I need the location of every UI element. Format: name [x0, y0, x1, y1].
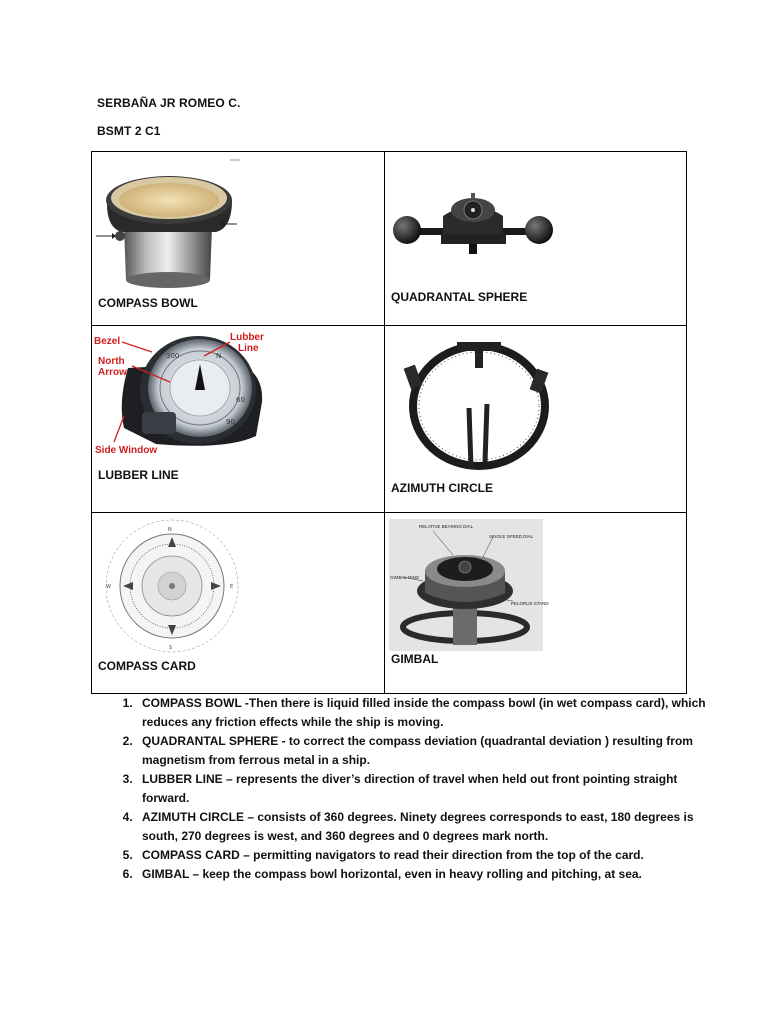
label-quadrantal-sphere: QUADRANTAL SPHERE	[391, 290, 528, 304]
callout-bezel: Bezel	[94, 336, 121, 347]
cell-quadrantal-sphere	[385, 152, 687, 326]
definitions-list	[98, 694, 716, 884]
callout-lubber: Lubber	[230, 332, 264, 343]
svg-text:300: 300	[166, 352, 180, 360]
callout-relative-bearing: RELATIVE BEARING DIAL	[419, 524, 474, 529]
svg-text:W: W	[106, 584, 111, 590]
label-gimbal: GIMBAL	[391, 652, 439, 666]
svg-text:S: S	[169, 645, 173, 651]
label-azimuth-circle: AZIMUTH CIRCLE	[391, 481, 493, 495]
label-lubber-line: LUBBER LINE	[98, 468, 179, 482]
cell-lubber-line	[92, 326, 385, 513]
callout-pelorus-stand: PELORUS STAND	[511, 601, 549, 606]
callout-arrows	[92, 326, 292, 466]
definition-item: 2. QUADRANTAL SPHERE - to correct the compass deviation (quadrantal deviation ) resulting from magnetism from ferrous metal in a ship.	[136, 732, 716, 770]
callout-line: Line	[238, 343, 259, 354]
definition-item: 6. GIMBAL – keep the compass bowl horizontal, even in heavy rolling and pitching, at sea.	[136, 865, 716, 884]
label-compass-card: COMPASS CARD	[98, 659, 196, 673]
callout-arrow: Arrow	[98, 367, 127, 378]
cell-gimbal	[385, 513, 687, 694]
student-name: SERBAÑA JR ROMEO C.	[97, 96, 241, 110]
cell-compass-bowl	[92, 152, 385, 326]
svg-text:N: N	[216, 352, 222, 360]
azimuth-circle-image	[399, 336, 549, 471]
cell-azimuth-circle	[385, 326, 687, 513]
callout-gimbal-ring: GIMBAL RING	[390, 575, 420, 580]
cell-compass-card	[92, 513, 385, 694]
compass-bowl-image	[92, 156, 242, 296]
callout-side-window: Side Window	[95, 445, 158, 456]
svg-text:N: N	[168, 527, 172, 533]
svg-text:90: 90	[226, 418, 235, 426]
compass-parts-table	[91, 151, 687, 694]
definition-item: 1. COMPASS BOWL -Then there is liquid filled inside the compass bowl (in wet compass card), which reduces any friction effects while the ship is moving.	[136, 694, 716, 732]
svg-text:E: E	[230, 584, 234, 590]
label-compass-bowl: COMPASS BOWL	[98, 296, 198, 310]
quadrantal-sphere-image	[391, 188, 556, 258]
callout-single-speed: SINGLE SPEED DIAL	[489, 534, 534, 539]
definition-item: 3. LUBBER LINE – represents the diver’s direction of travel when held out front pointing straight forward.	[136, 770, 716, 808]
definition-item: 4. AZIMUTH CIRCLE – consists of 360 degrees. Ninety degrees corresponds to east, 180 degrees is south, 270 degrees is west, and 360 degrees and 0 degrees mark north.	[136, 808, 716, 846]
definition-item: 5. COMPASS CARD – permitting navigators to read their direction from the top of the card.	[136, 846, 716, 865]
callout-north: North	[98, 356, 125, 367]
student-section: BSMT 2 C1	[97, 124, 161, 138]
compass-card-image	[102, 517, 242, 655]
svg-text:60: 60	[236, 396, 245, 404]
